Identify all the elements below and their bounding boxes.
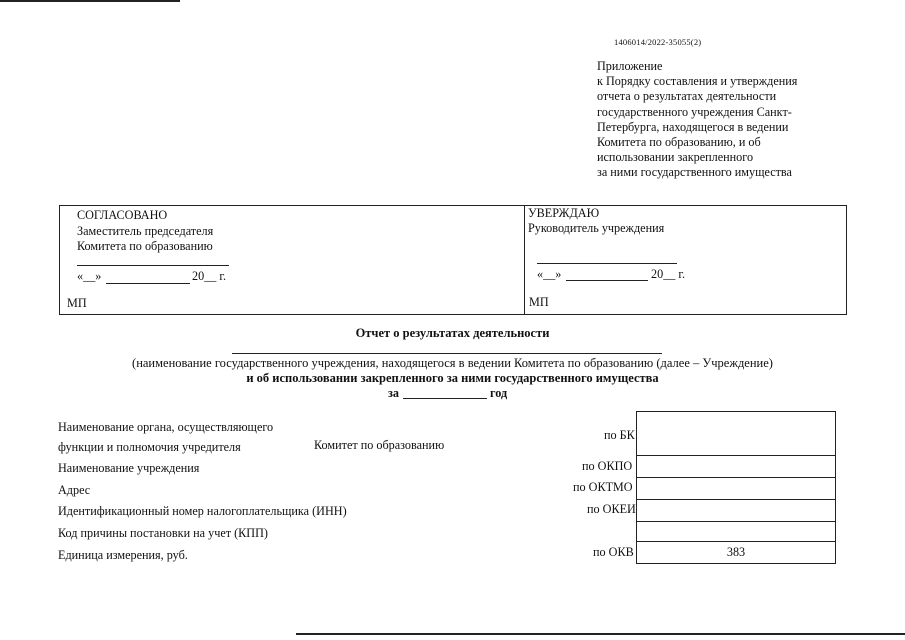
code-label-okei: по ОКЕИ (587, 502, 636, 516)
address-label: Адрес (58, 483, 91, 497)
agreed-date-day: «__» (77, 269, 102, 283)
agreed-stamp: МП (67, 296, 87, 310)
approve-heading: УВЕРЖДАЮ (528, 206, 600, 220)
approve-signature-line (537, 263, 677, 264)
kpp-label: Код причины постановки на учет (КПП) (58, 526, 268, 540)
appendix-line: Петербурга, находящегося в ведении (597, 119, 789, 134)
approval-box-divider (524, 205, 525, 314)
approve-date-day: «__» (537, 267, 562, 281)
agreed-heading: СОГЛАСОВАНО (77, 208, 168, 222)
period-prefix: за (388, 386, 399, 400)
code-value-okpo[interactable] (637, 456, 836, 478)
code-value-blank[interactable] (637, 522, 836, 542)
report-title: Отчет о результатах деятельности (355, 326, 550, 340)
period-suffix: год (490, 386, 508, 400)
codes-table (636, 411, 836, 564)
scan-edge-line-top (0, 0, 180, 2)
institution-label: Наименование учреждения (58, 461, 200, 475)
institution-name-line (232, 353, 662, 354)
approve-date-year: 20__ г. (651, 267, 686, 281)
appendix-line: использовании закрепленного (597, 150, 754, 165)
agreed-date-month-line (106, 283, 190, 284)
agreed-date-year: 20__ г. (192, 269, 227, 283)
appendix-line: отчета о результатах деятельности (597, 89, 777, 104)
appendix-line: Комитета по образованию, и об (597, 135, 761, 150)
appendix-line: к Порядку составления и утверждения (597, 74, 798, 89)
inn-label: Идентификационный номер налогоплательщика (ИНН) (58, 504, 347, 518)
code-value-oktmo[interactable] (637, 478, 836, 500)
code-label-bk: по БК (604, 428, 635, 442)
agreed-position: Заместитель председателя (77, 224, 214, 238)
unit-label: Единица измерения, руб. (58, 548, 188, 562)
approve-stamp: МП (529, 295, 549, 309)
appendix-line: за ними государственного имущества (597, 165, 792, 180)
founder-label: Наименование органа, осуществляющего (58, 420, 274, 434)
appendix-line: государственного учреждения Санкт- (597, 104, 792, 119)
document-number: 1406014/2022-35055(2) (614, 37, 702, 47)
code-value-bk[interactable] (637, 412, 836, 456)
institution-name-caption: (наименование государственного учреждения, находящегося в ведении Комитета по образованию (далее – Учреждение) (132, 356, 773, 370)
appendix-block (597, 59, 837, 181)
report-property-line: и об использовании закрепленного за ними государственного имущества (246, 371, 659, 385)
approve-date-month-line (566, 280, 648, 281)
code-label-okpo: по ОКПО (582, 459, 633, 473)
appendix-line: Приложение (597, 59, 663, 73)
approve-position: Руководитель учреждения (528, 221, 665, 235)
period-line (403, 398, 487, 399)
code-value-okei[interactable] (637, 500, 836, 522)
code-label-okv: по ОКВ (593, 545, 634, 559)
approval-box (59, 205, 847, 315)
agreed-signature-line (77, 265, 229, 266)
founder-value: Комитет по образованию (314, 438, 445, 452)
founder-label-2: функции и полномочия учредителя (58, 440, 241, 454)
code-value-okv[interactable]: 383 (637, 542, 836, 564)
agreed-position-2: Комитета по образованию (77, 239, 213, 253)
code-label-oktmo: по ОКТМО (573, 480, 633, 494)
scan-edge-line-bottom (296, 633, 905, 635)
